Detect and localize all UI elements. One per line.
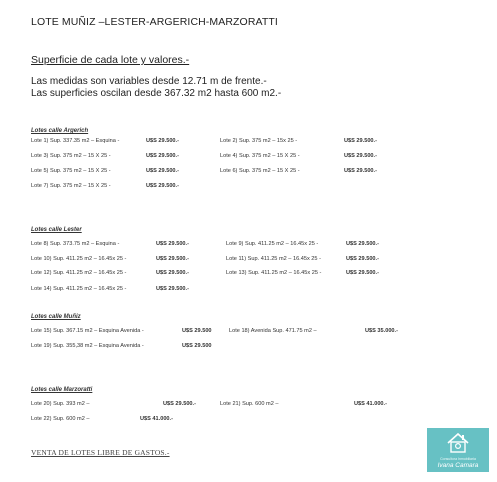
lote-20-price: U$S 29.500.- [163,401,196,407]
lote-14-price: U$S 29.500.- [156,286,189,292]
measures-text: Las medidas son variables desde 12.71 m de frente.- [31,76,267,87]
subtitle: Superficie de cada lote y valores.- [31,54,190,66]
lote-6-price: U$S 29.500.- [344,168,377,174]
lote-5-price: U$S 29.500.- [146,168,179,174]
lote-7: Lote 7) Sup. 375 m2 – 15 X 25 - [31,183,111,189]
lote-22: Lote 22) Sup. 600 m2 – [31,416,90,422]
lote-15-price: U$S 29.500 [182,328,212,334]
lote-12: Lote 12) Sup. 411.25 m2 – 16.45x 25 - [31,270,127,276]
surfaces-text: Las superficies oscilan desde 367.32 m2 hasta 600 m2.- [31,88,282,99]
lote-5: Lote 5) Sup. 375 m2 – 15 X 25 - [31,168,111,174]
lote-18-price: U$S 35.000.- [365,328,398,334]
lote-21-price: U$S 41.000.- [354,401,387,407]
page-title: LOTE MUÑIZ –LESTER-ARGERICH-MARZORATTI [31,16,278,28]
company-logo [427,428,489,472]
lote-11-price: U$S 29.500.- [346,256,379,262]
lote-15: Lote 15) Sup. 367.15 m2 – Esquina Avenida - [31,328,144,334]
lote-2-price: U$S 29.500.- [344,138,377,144]
logo-tagline: Consultora Inmobiliaria [440,457,476,461]
lote-13: Lote 13) Sup. 411.25 m2 – 16.45x 25 - [226,270,322,276]
lote-8-price: U$S 29.500.- [156,241,189,247]
lote-4: Lote 4) Sup. 375 m2 – 15 X 25 - [220,153,300,159]
lote-10-price: U$S 29.500.- [156,256,189,262]
section-argerich: Lotes calle Argerich [31,128,89,134]
lote-1-price: U$S 29.500.- [146,138,179,144]
lote-3-price: U$S 29.500.- [146,153,179,159]
lote-3: Lote 3) Sup. 375 m2 – 15 X 25 - [31,153,111,159]
section-lester: Lotes calle Lester [31,227,82,233]
logo-name: Ivana Camara [437,462,479,469]
lote-20: Lote 20) Sup. 393 m2 – [31,401,90,407]
lote-6: Lote 6) Sup. 375 m2 – 15 X 25 - [220,168,300,174]
lote-4-price: U$S 29.500.- [344,153,377,159]
lote-11: Lote 11) Sup. 411.25 m2 – 16.45x 25 - [226,256,321,262]
lote-1: Lote 1) Sup. 337.35 m2 – Esquina - [31,138,120,144]
lote-19: Lote 19) Sup. 355,38 m2 – Esquina Avenida - [31,343,144,349]
lote-2: Lote 2) Sup. 375 m2 – 15x 25 - [220,138,298,144]
lote-21: Lote 21) Sup. 600 m2 – [220,401,279,407]
lote-14: Lote 14) Sup. 411.25 m2 – 16.45x 25 - [31,286,127,292]
lote-12-price: U$S 29.500.- [156,270,189,276]
lote-18: Lote 18) Avenida Sup. 471.75 m2 – [229,328,317,334]
section-muniz: Lotes calle Muñiz [31,314,81,320]
lote-8: Lote 8) Sup. 373.75 m2 – Esquina - [31,241,120,247]
lote-10: Lote 10) Sup. 411.25 m2 – 16.45x 25 - [31,256,127,262]
lote-9-price: U$S 29.500.- [346,241,379,247]
house-icon [446,432,470,454]
venta-note: VENTA DE LOTES LIBRE DE GASTOS.- [31,448,170,457]
lote-19-price: U$S 29.500 [182,343,212,349]
lote-13-price: U$S 29.500.- [346,270,379,276]
lote-7-price: U$S 29.500.- [146,183,179,189]
section-marzoratti: Lotes calle Marzoratti [31,387,93,393]
lote-22-price: U$S 41.000.- [140,416,173,422]
lote-9: Lote 9) Sup. 411.25 m2 – 16.45x 25 - [226,241,319,247]
